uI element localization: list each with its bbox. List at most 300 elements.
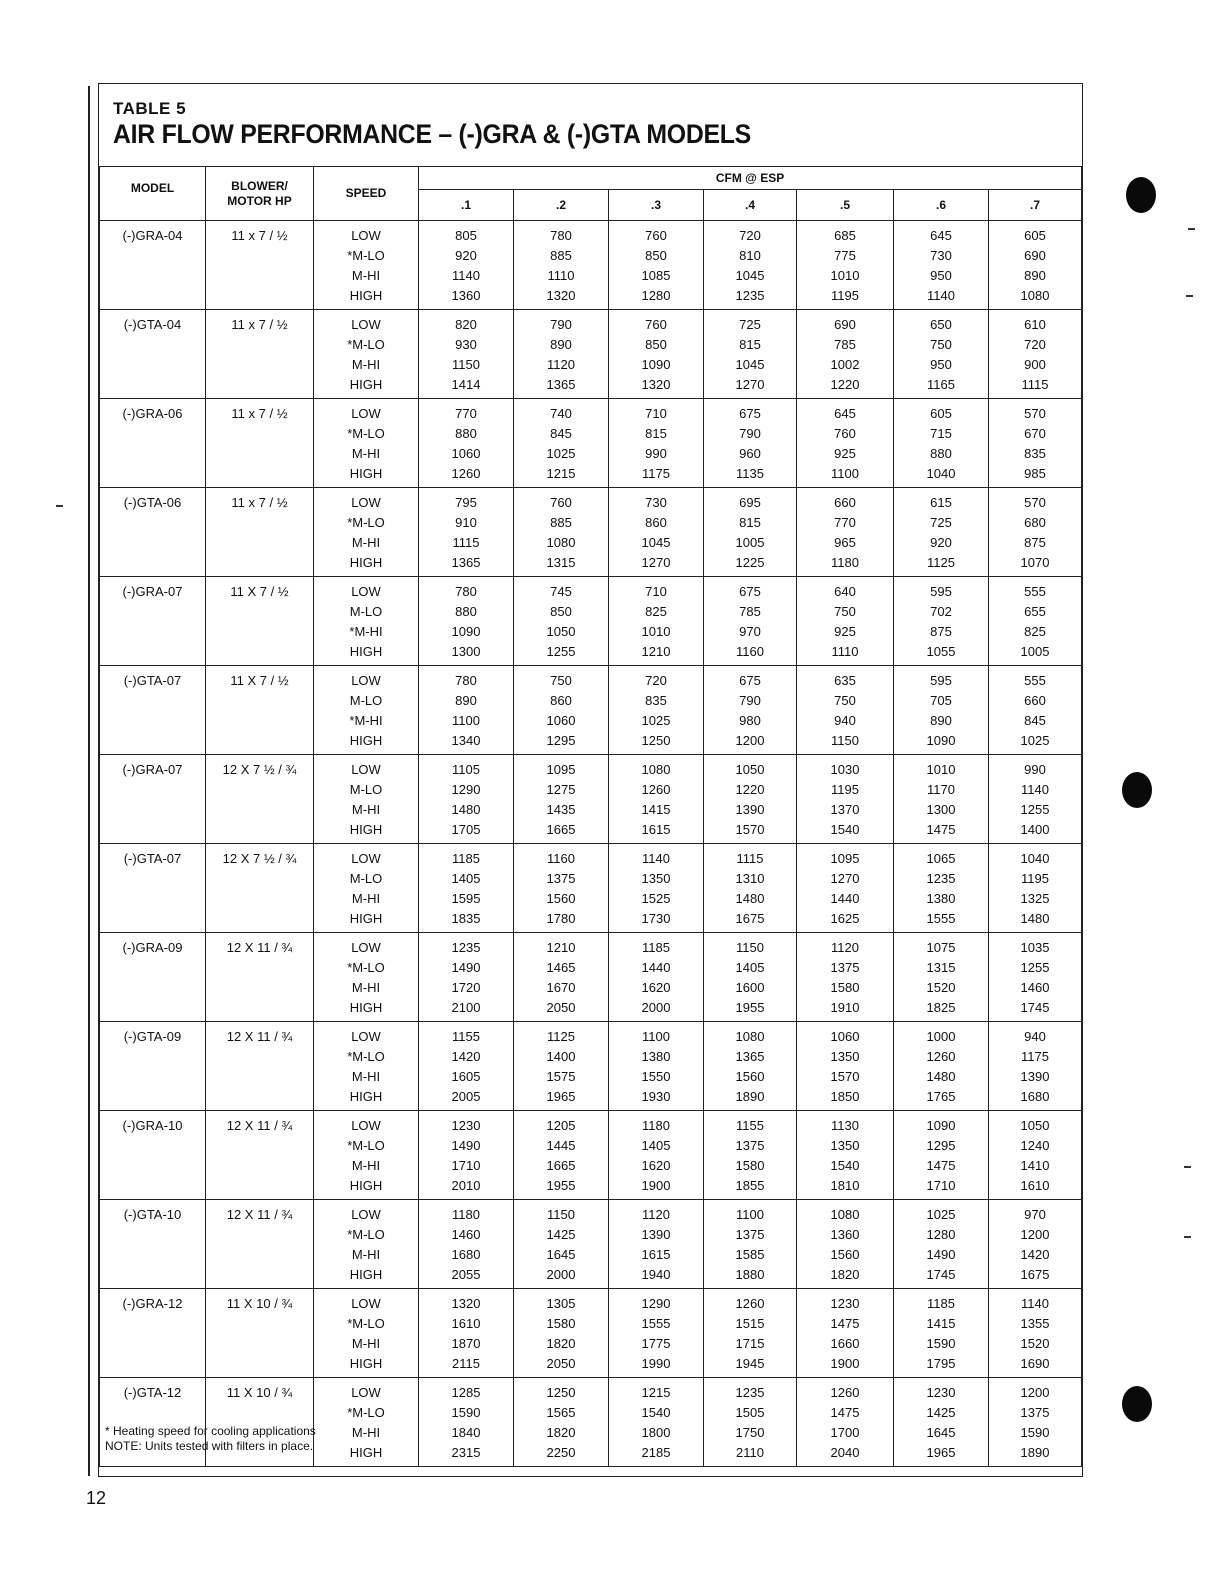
cfm-value: 1005 <box>1020 644 1050 659</box>
cfm-value: 1810 <box>830 1178 860 1193</box>
cfm-value: 2050 <box>546 1356 576 1371</box>
blower-motor-cell: 12 X 7 ½ / ¾ <box>206 844 314 933</box>
cfm-value: 1030 <box>830 762 860 777</box>
cfm-value: 1010 <box>641 624 671 639</box>
cfm-value: 1820 <box>546 1336 576 1351</box>
cfm-value: 1590 <box>451 1405 481 1420</box>
cfm-value: 1390 <box>1020 1069 1050 1084</box>
cfm-value: 1400 <box>1020 822 1050 837</box>
speed-value: *M-LO <box>347 248 385 263</box>
air-flow-performance-table <box>99 166 1082 1467</box>
speed-value: *M-HI <box>349 624 383 639</box>
cfm-value: 875 <box>1024 535 1046 550</box>
cfm-value: 1475 <box>830 1316 860 1331</box>
cfm-value: 960 <box>739 446 761 461</box>
cfm-value: 980 <box>739 713 761 728</box>
cfm-value: 1340 <box>451 733 481 748</box>
cfm-cell-esp-3 <box>609 310 704 399</box>
cfm-value: 655 <box>1024 604 1046 619</box>
cfm-value: 1480 <box>451 802 481 817</box>
cfm-value: 1090 <box>451 624 481 639</box>
cfm-value: 1460 <box>1020 980 1050 995</box>
cfm-cell-esp-5 <box>797 577 894 666</box>
speed-value: M-HI <box>351 1425 381 1440</box>
cfm-cell-esp-4 <box>704 844 797 933</box>
cfm-cell-esp-7 <box>989 933 1082 1022</box>
cfm-cell-esp-5 <box>797 1200 894 1289</box>
speed-value: HIGH <box>349 911 383 926</box>
cfm-cell-esp-2 <box>514 577 609 666</box>
cfm-value: 1690 <box>1020 1356 1050 1371</box>
cfm-value: 2110 <box>736 1445 764 1460</box>
speed-value: LOW <box>351 1029 381 1044</box>
cfm-value: 1010 <box>830 268 860 283</box>
cfm-value: 900 <box>1024 357 1046 372</box>
cfm-value: 1005 <box>735 535 765 550</box>
table-row <box>100 666 1082 755</box>
cfm-value: 930 <box>455 337 477 352</box>
cfm-value: 940 <box>834 713 856 728</box>
cfm-value: 860 <box>645 515 667 530</box>
cfm-cell-esp-2 <box>514 1289 609 1378</box>
cfm-value: 1110 <box>547 268 575 283</box>
cfm-cell-esp-4 <box>704 1289 797 1378</box>
cfm-cell-esp-1 <box>419 577 514 666</box>
speed-value: M-HI <box>351 1336 381 1351</box>
cfm-value: 1225 <box>735 555 765 570</box>
cfm-value: 1230 <box>830 1296 860 1311</box>
header-esp-3: .3 <box>609 190 704 221</box>
cfm-value: 1425 <box>926 1405 956 1420</box>
cfm-value: 1440 <box>641 960 671 975</box>
cfm-cell-esp-1 <box>419 399 514 488</box>
table-title: AIR FLOW PERFORMANCE – (-)GRA & (-)GTA MODELS <box>113 119 751 149</box>
cfm-value: 860 <box>550 693 572 708</box>
cfm-value: 785 <box>834 337 856 352</box>
cfm-value: 1955 <box>735 1000 765 1015</box>
cfm-value: 1220 <box>830 377 860 392</box>
cfm-cell-esp-7 <box>989 1111 1082 1200</box>
speed-value: HIGH <box>349 822 383 837</box>
scan-mark <box>1186 295 1193 297</box>
cfm-cell-esp-1 <box>419 666 514 755</box>
blower-motor-cell: 11 x 7 / ½ <box>206 310 314 399</box>
cfm-cell-esp-6 <box>894 1200 989 1289</box>
cfm-value: 1840 <box>451 1425 481 1440</box>
cfm-value: 1315 <box>546 555 576 570</box>
cfm-value: 1080 <box>641 762 671 777</box>
cfm-value: 1045 <box>735 357 765 372</box>
cfm-value: 1085 <box>641 268 671 283</box>
model-cell: (-)GRA-12 <box>100 1289 206 1378</box>
speed-value: *M-LO <box>347 1049 385 1064</box>
cfm-value: 1195 <box>1021 871 1049 886</box>
cfm-cell-esp-7 <box>989 1378 1082 1467</box>
speed-value: *M-LO <box>347 1316 385 1331</box>
cfm-cell-esp-3 <box>609 844 704 933</box>
cfm-value: 1170 <box>927 782 955 797</box>
cfm-value: 850 <box>645 248 667 263</box>
cfm-value: 1945 <box>735 1356 765 1371</box>
cfm-value: 1965 <box>546 1089 576 1104</box>
cfm-value: 680 <box>1024 515 1046 530</box>
speed-value: *M-LO <box>347 426 385 441</box>
speed-value: HIGH <box>349 466 383 481</box>
cfm-value: 1940 <box>641 1267 671 1282</box>
table-row <box>100 933 1082 1022</box>
cfm-value: 1120 <box>831 940 859 955</box>
cfm-value: 1625 <box>830 911 860 926</box>
cfm-value: 925 <box>834 446 856 461</box>
cfm-value: 675 <box>739 406 761 421</box>
cfm-value: 2055 <box>451 1267 481 1282</box>
cfm-value: 670 <box>1024 426 1046 441</box>
cfm-cell-esp-3 <box>609 666 704 755</box>
cfm-value: 675 <box>739 673 761 688</box>
cfm-cell-esp-2 <box>514 1378 609 1467</box>
cfm-value: 805 <box>455 228 477 243</box>
cfm-value: 605 <box>1024 228 1046 243</box>
header-blower-line2: MOTOR HP <box>227 194 292 208</box>
cfm-value: 720 <box>645 673 667 688</box>
cfm-cell-esp-3 <box>609 577 704 666</box>
cfm-value: 1910 <box>830 1000 860 1015</box>
cfm-value: 1365 <box>735 1049 765 1064</box>
cfm-value: 1100 <box>452 713 480 728</box>
cfm-value: 1185 <box>642 940 670 955</box>
cfm-value: 1615 <box>641 822 671 837</box>
model-cell: (-)GRA-07 <box>100 755 206 844</box>
cfm-value: 820 <box>455 317 477 332</box>
cfm-value: 1360 <box>830 1227 860 1242</box>
cfm-value: 815 <box>645 426 667 441</box>
cfm-cell-esp-2 <box>514 1022 609 1111</box>
cfm-value: 635 <box>834 673 856 688</box>
cfm-value: 1080 <box>1020 288 1050 303</box>
cfm-cell-esp-5 <box>797 488 894 577</box>
cfm-value: 650 <box>930 317 952 332</box>
cfm-value: 1325 <box>1020 891 1050 906</box>
cfm-value: 1155 <box>452 1029 480 1044</box>
cfm-value: 1025 <box>546 446 576 461</box>
cfm-value: 745 <box>550 584 572 599</box>
cfm-value: 1750 <box>735 1425 765 1440</box>
cfm-value: 1285 <box>451 1385 481 1400</box>
cfm-value: 720 <box>739 228 761 243</box>
scan-mark <box>1184 1236 1191 1238</box>
cfm-value: 570 <box>1024 495 1046 510</box>
cfm-value: 825 <box>1024 624 1046 639</box>
cfm-value: 835 <box>1024 446 1046 461</box>
cfm-value: 770 <box>455 406 477 421</box>
cfm-value: 1645 <box>926 1425 956 1440</box>
cfm-value: 685 <box>834 228 856 243</box>
cfm-value: 1260 <box>451 466 481 481</box>
cfm-value: 1300 <box>926 802 956 817</box>
speed-value: HIGH <box>349 1267 383 1282</box>
cfm-value: 2010 <box>451 1178 481 1193</box>
cfm-value: 730 <box>930 248 952 263</box>
blower-motor-cell: 11 X 7 / ½ <box>206 577 314 666</box>
blower-motor-cell: 12 X 11 / ¾ <box>206 1022 314 1111</box>
cfm-value: 2315 <box>451 1445 481 1460</box>
model-cell: (-)GRA-10 <box>100 1111 206 1200</box>
cfm-value: 1570 <box>735 822 765 837</box>
cfm-value: 555 <box>1024 673 1046 688</box>
cfm-cell-esp-4 <box>704 310 797 399</box>
cfm-value: 1050 <box>735 762 765 777</box>
model-cell: (-)GRA-04 <box>100 221 206 310</box>
cfm-value: 1365 <box>451 555 481 570</box>
cfm-value: 1580 <box>735 1158 765 1173</box>
cfm-value: 1775 <box>641 1336 671 1351</box>
cfm-value: 1615 <box>641 1247 671 1262</box>
cfm-value: 1150 <box>736 940 764 955</box>
cfm-cell-esp-3 <box>609 1289 704 1378</box>
cfm-value: 970 <box>739 624 761 639</box>
cfm-cell-esp-6 <box>894 666 989 755</box>
cfm-value: 845 <box>1024 713 1046 728</box>
cfm-value: 1595 <box>451 891 481 906</box>
cfm-value: 1110 <box>831 644 859 659</box>
cfm-value: 640 <box>834 584 856 599</box>
cfm-value: 885 <box>550 515 572 530</box>
model-cell: (-)GRA-09 <box>100 933 206 1022</box>
cfm-value: 2005 <box>451 1089 481 1104</box>
cfm-value: 1350 <box>641 871 671 886</box>
cfm-value: 1665 <box>546 822 576 837</box>
cfm-value: 925 <box>834 624 856 639</box>
cfm-value: 965 <box>834 535 856 550</box>
speed-value: *M-HI <box>349 713 383 728</box>
cfm-value: 1670 <box>546 980 576 995</box>
cfm-value: 715 <box>930 426 952 441</box>
cfm-value: 1255 <box>1020 960 1050 975</box>
table-row <box>100 1289 1082 1378</box>
speed-value: *M-LO <box>347 1138 385 1153</box>
cfm-value: 1715 <box>735 1336 765 1351</box>
cfm-value: 1200 <box>1020 1385 1050 1400</box>
cfm-cell-esp-5 <box>797 1378 894 1467</box>
cfm-cell-esp-2 <box>514 755 609 844</box>
cfm-value: 850 <box>550 604 572 619</box>
speed-value: *M-LO <box>347 337 385 352</box>
cfm-value: 1140 <box>927 288 955 303</box>
blower-motor-cell: 11 x 7 / ½ <box>206 488 314 577</box>
cfm-cell-esp-6 <box>894 488 989 577</box>
cfm-value: 1460 <box>451 1227 481 1242</box>
header-blower-motor <box>206 167 314 221</box>
cfm-value: 775 <box>834 248 856 263</box>
cfm-value: 595 <box>930 584 952 599</box>
cfm-value: 1490 <box>926 1247 956 1262</box>
cfm-value: 1525 <box>641 891 671 906</box>
cfm-cell-esp-3 <box>609 933 704 1022</box>
header-esp-7: .7 <box>989 190 1082 221</box>
cfm-value: 1550 <box>641 1069 671 1084</box>
cfm-cell-esp-5 <box>797 666 894 755</box>
cfm-value: 1745 <box>926 1267 956 1282</box>
cfm-value: 1100 <box>736 1207 764 1222</box>
cfm-value: 1090 <box>926 1118 956 1133</box>
header-blower-line1: BLOWER/ <box>231 179 288 193</box>
blower-motor-cell: 12 X 11 / ¾ <box>206 933 314 1022</box>
cfm-value: 1900 <box>830 1356 860 1371</box>
header-esp-5: .5 <box>797 190 894 221</box>
cfm-value: 1465 <box>546 960 576 975</box>
speed-cell <box>314 1289 419 1378</box>
cfm-value: 645 <box>930 228 952 243</box>
cfm-cell-esp-4 <box>704 933 797 1022</box>
table-header <box>113 100 806 150</box>
cfm-value: 780 <box>455 584 477 599</box>
cfm-value: 570 <box>1024 406 1046 421</box>
cfm-value: 1180 <box>831 555 859 570</box>
speed-cell <box>314 844 419 933</box>
cfm-value: 1040 <box>926 466 956 481</box>
cfm-cell-esp-4 <box>704 488 797 577</box>
cfm-value: 1765 <box>926 1089 956 1104</box>
cfm-value: 1990 <box>641 1356 671 1371</box>
cfm-value: 1415 <box>641 802 671 817</box>
cfm-cell-esp-1 <box>419 310 514 399</box>
cfm-value: 1300 <box>451 644 481 659</box>
cfm-value: 1060 <box>546 713 576 728</box>
model-cell: (-)GTA-07 <box>100 666 206 755</box>
cfm-value: 1520 <box>1020 1336 1050 1351</box>
scan-mark <box>1188 228 1195 230</box>
cfm-value: 1440 <box>830 891 860 906</box>
cfm-value: 940 <box>1024 1029 1046 1044</box>
cfm-value: 1255 <box>1020 802 1050 817</box>
cfm-cell-esp-5 <box>797 755 894 844</box>
cfm-value: 1475 <box>926 822 956 837</box>
cfm-value: 1700 <box>830 1425 860 1440</box>
cfm-value: 1870 <box>451 1336 481 1351</box>
cfm-cell-esp-7 <box>989 221 1082 310</box>
cfm-value: 1610 <box>451 1316 481 1331</box>
cfm-value: 660 <box>1024 693 1046 708</box>
model-cell: (-)GRA-06 <box>100 399 206 488</box>
speed-value: LOW <box>351 495 381 510</box>
cfm-value: 1002 <box>830 357 860 372</box>
cfm-value: 1965 <box>926 1445 956 1460</box>
cfm-value: 2050 <box>546 1000 576 1015</box>
cfm-value: 890 <box>550 337 572 352</box>
cfm-cell-esp-5 <box>797 1022 894 1111</box>
cfm-cell-esp-6 <box>894 399 989 488</box>
speed-value: LOW <box>351 1118 381 1133</box>
cfm-value: 2000 <box>546 1267 576 1282</box>
cfm-value: 1230 <box>451 1118 481 1133</box>
cfm-cell-esp-1 <box>419 1378 514 1467</box>
cfm-value: 2100 <box>451 1000 481 1015</box>
cfm-value: 1200 <box>735 733 765 748</box>
cfm-cell-esp-7 <box>989 755 1082 844</box>
cfm-value: 1675 <box>1020 1267 1050 1282</box>
cfm-value: 1105 <box>452 762 480 777</box>
cfm-value: 1320 <box>641 377 671 392</box>
cfm-value: 1025 <box>641 713 671 728</box>
cfm-value: 1230 <box>926 1385 956 1400</box>
cfm-value: 1580 <box>830 980 860 995</box>
cfm-value: 1120 <box>642 1207 670 1222</box>
blower-motor-cell: 11 x 7 / ½ <box>206 399 314 488</box>
table-row <box>100 488 1082 577</box>
cfm-value: 1235 <box>926 871 956 886</box>
speed-value: LOW <box>351 228 381 243</box>
cfm-cell-esp-4 <box>704 221 797 310</box>
table-row <box>100 221 1082 310</box>
cfm-cell-esp-1 <box>419 488 514 577</box>
blower-motor-cell: 11 x 7 / ½ <box>206 221 314 310</box>
speed-cell <box>314 1111 419 1200</box>
cfm-cell-esp-6 <box>894 1289 989 1378</box>
speed-value: *M-LO <box>347 515 385 530</box>
speed-cell <box>314 221 419 310</box>
speed-value: LOW <box>351 1296 381 1311</box>
cfm-cell-esp-5 <box>797 399 894 488</box>
cfm-value: 555 <box>1024 584 1046 599</box>
table-footnotes <box>105 1424 316 1454</box>
table-row <box>100 844 1082 933</box>
cfm-value: 1825 <box>926 1000 956 1015</box>
cfm-value: 1080 <box>830 1207 860 1222</box>
cfm-value: 1125 <box>547 1029 575 1044</box>
cfm-value: 1570 <box>830 1069 860 1084</box>
cfm-value: 2040 <box>830 1445 860 1460</box>
cfm-value: 690 <box>834 317 856 332</box>
cfm-value: 702 <box>930 604 952 619</box>
cfm-cell-esp-4 <box>704 577 797 666</box>
cfm-value: 1620 <box>641 980 671 995</box>
cfm-value: 920 <box>930 535 952 550</box>
speed-value: M-HI <box>351 1247 381 1262</box>
cfm-value: 1140 <box>642 851 670 866</box>
speed-cell <box>314 488 419 577</box>
speed-value: HIGH <box>349 644 383 659</box>
cfm-value: 1115 <box>736 851 764 866</box>
model-cell: (-)GTA-06 <box>100 488 206 577</box>
speed-cell <box>314 577 419 666</box>
speed-value: HIGH <box>349 555 383 570</box>
cfm-value: 1414 <box>451 377 481 392</box>
cfm-value: 2185 <box>641 1445 671 1460</box>
cfm-value: 1210 <box>641 644 671 659</box>
scan-mark <box>1184 1166 1191 1168</box>
cfm-value: 1115 <box>1021 377 1049 392</box>
speed-cell <box>314 1378 419 1467</box>
cfm-value: 1275 <box>546 782 576 797</box>
cfm-value: 1140 <box>1021 782 1049 797</box>
cfm-value: 950 <box>930 357 952 372</box>
cfm-cell-esp-7 <box>989 310 1082 399</box>
table-row <box>100 399 1082 488</box>
cfm-value: 1270 <box>830 871 860 886</box>
punch-hole-top <box>1126 177 1156 213</box>
cfm-value: 1565 <box>546 1405 576 1420</box>
cfm-value: 750 <box>550 673 572 688</box>
cfm-value: 1380 <box>641 1049 671 1064</box>
cfm-value: 1200 <box>1020 1227 1050 1242</box>
cfm-value: 1580 <box>546 1316 576 1331</box>
model-cell: (-)GTA-09 <box>100 1022 206 1111</box>
blower-motor-cell: 12 X 11 / ¾ <box>206 1111 314 1200</box>
cfm-value: 1390 <box>735 802 765 817</box>
cfm-value: 1185 <box>927 1296 955 1311</box>
cfm-cell-esp-3 <box>609 488 704 577</box>
cfm-value: 1160 <box>736 644 764 659</box>
